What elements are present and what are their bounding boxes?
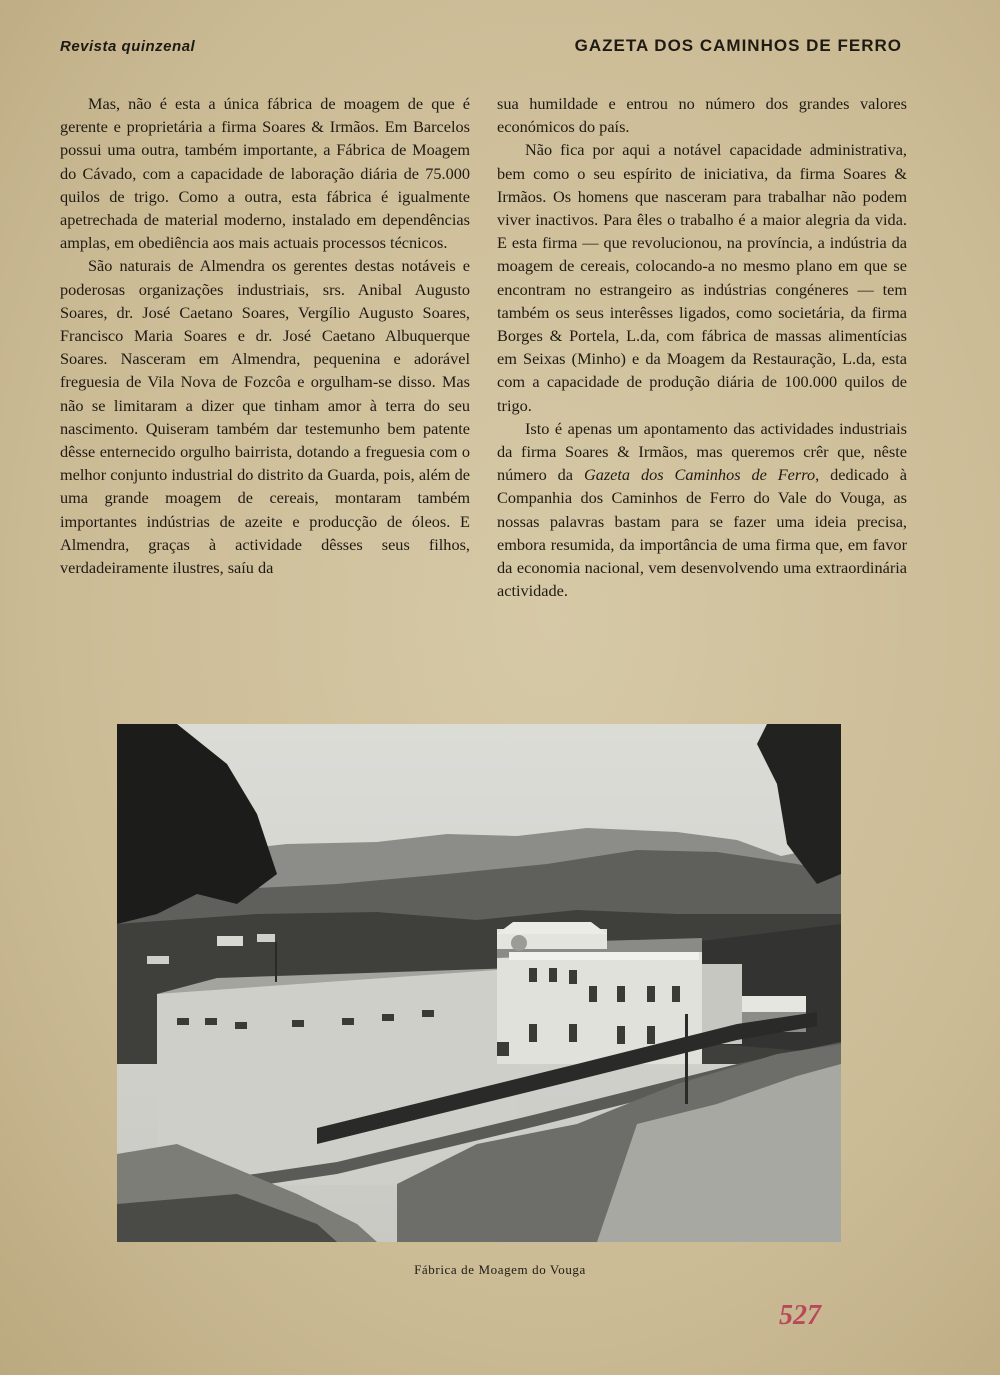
text-column-left xyxy=(60,92,470,579)
header-publication-title: GAZETA DOS CAMINHOS DE FERRO xyxy=(574,36,902,55)
paragraph-text: Isto é apenas um apontamento das actividades industriais da firma Soares & Irmãos, mas queremos crêr que, nêste número da xyxy=(497,418,907,485)
figure-caption: Fábrica de Moagem do Vouga xyxy=(414,1262,586,1277)
header-periodicity: Revista quinzenal xyxy=(60,38,196,55)
paragraph xyxy=(497,417,907,603)
factory-photograph xyxy=(117,724,841,1242)
page-number: 527 xyxy=(779,1300,821,1331)
paragraph: São naturais de Almendra os gerentes destas notáveis e poderosas organizações industriais, srs. Anibal Augusto Soares, dr. José Caetano Soares, Vergílio Augusto Soares, Francisco Maria Soares e dr. José Caetano Albuquerque Soares. Nasceram em Almendra, pequenina e adorável freguesia de Vila Nova de Fozcôa e orgulham-se disso. Mas não se limitaram a dizer que tinham amor à terra do seu nascimento. Quiseram também dar testemunho bem patente dêsse enternecido orgulho bairrista, dotando a freguesia com o melhor conjunto industrial do distrito da Guarda, pois, além de uma grande moagem de cereais, montaram também importantes indústrias de azeite e producção de óleos. E Almendra, graças à actividade dêsses seus filhos, verdadeiramente ilustres, saíu da xyxy=(60,256,470,578)
paragraph-continuation: sua humildade e entrou no número dos grandes valores económicos do país. xyxy=(497,94,907,137)
factory-photo-illustration xyxy=(117,724,841,1242)
publication-name-italic: Gazeta dos Caminhos de Ferro xyxy=(583,465,816,485)
paragraph: Mas, não é esta a única fábrica de moagem de que é gerente e proprietária a firma Soares & Irmãos. Em Barcelos possui uma outra, também importante, a Fábrica de Moagem do Cávado, com a capacidade de laboração diária de 75.000 quilos de trigo. Como a outra, esta fábrica é igualmente apetrechada de material moderno, instalado em dependências amplas, em obediência aos mais actuais processos técnicos. xyxy=(60,94,470,253)
paragraph-text: , dedicado à Companhia dos Caminhos de Ferro do Vale do Vouga, as nossas palavras bastam para se fazer uma ideia precisa, embora resumida, da importância de uma firma que, em favor da economia nacional, vem desenvolvendo uma extraordinária actividade. xyxy=(497,465,908,601)
text-column-right xyxy=(497,92,907,602)
paragraph: Não fica por aqui a notável capacidade administrativa, bem como o seu espírito de iniciativa, da firma Soares & Irmãos. Os homens que nasceram para trabalhar não podem viver inactivos. Para êles o trabalho é a maior alegria da vida. E esta firma — que revolucionou, na província, a indústria da moagem de cereais, colocando-a no mesmo plano em que se encontram no estrangeiro as indústrias congéneres — tem também os seus interêsses ligados, como societária, da firma Borges & Portela, L.da, com fábrica de massas alimentícias em Seixas (Minho) e da Moagem da Restauração, L.da, esta com a capacidade de produção diária de 100.000 quilos de trigo. xyxy=(497,140,907,415)
running-header xyxy=(60,36,902,60)
